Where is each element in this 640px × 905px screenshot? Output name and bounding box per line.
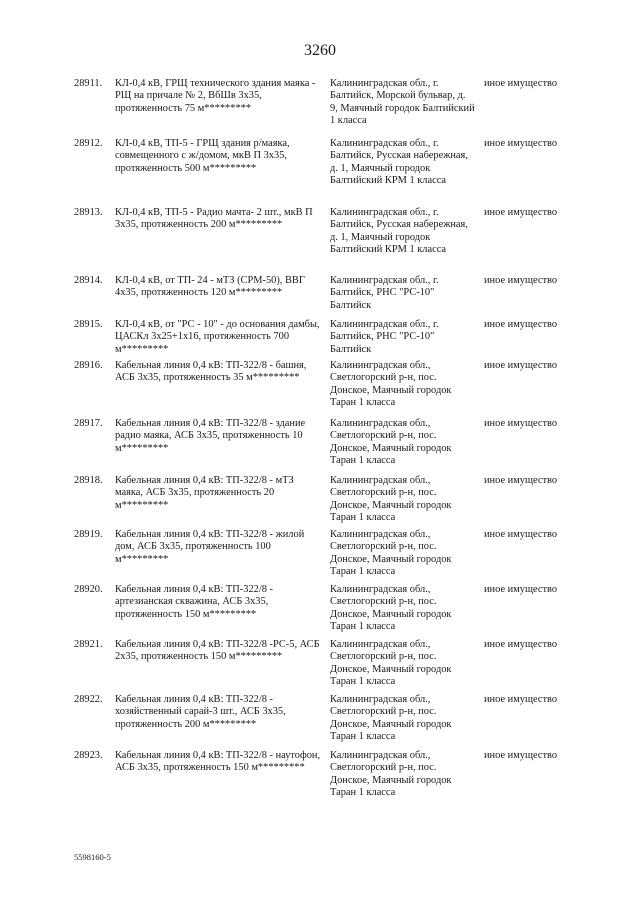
item-address: Калининградская обл., Светлогорский р-н, пос. Донское, Маячный городок Таран 1 класса (330, 529, 452, 577)
item-description: Кабельная линия 0,4 кВ: ТП-322/8 - мТЗ маяка, АСБ 3х35, протяженность 20 м********* (115, 475, 294, 511)
item-description: Кабельная линия 0,4 кВ: ТП-322/8 - хозяйственный сарай-3 шт., АСБ 3х35, протяженность 200 м********* (115, 694, 286, 730)
list-item (0, 360, 640, 418)
item-number: 28915. (74, 319, 103, 330)
item-address: Калининградская обл., г. Балтийск, Русская набережная, д. 1, Маячный городок Балтийский КРМ 1 класса (330, 138, 468, 186)
item-address: Калининградская обл., г. Балтийск, РНС "РС-10" Балтийск (330, 319, 439, 355)
item-description: Кабельная линия 0,4 кВ: ТП-322/8 - артезианская скважина, АСБ 3х35, протяженность 150 м********* (115, 584, 273, 620)
item-address: Калининградская обл., Светлогорский р-н, пос. Донское, Маячный городок Таран 1 класса (330, 584, 452, 632)
item-type: иное имущество (484, 207, 558, 218)
item-address: Калининградская обл., Светлогорский р-н, пос. Донское, Маячный городок Таран 1 класса (330, 418, 452, 466)
list-item (0, 275, 640, 319)
item-number: 28916. (74, 360, 103, 371)
item-description: КЛ-0,4 кВ, от "РС - 10" - до основания дамбы, ЦАСКл 3х25+1х16, протяженность 700 м********* (115, 319, 320, 355)
item-type: иное имущество (484, 360, 558, 371)
item-type: иное имущество (484, 138, 558, 149)
item-number: 28918. (74, 475, 103, 486)
list-item (0, 694, 640, 750)
page-number: 3260 (304, 42, 336, 59)
item-description: КЛ-0,4 кВ, ТП-5 - Радио мачта- 2 шт., мкВ П 3х35, протяженность 200 м********* (115, 207, 313, 231)
item-type: иное имущество (484, 750, 558, 761)
item-address: Калининградская обл., г. Балтийск, РНС "РС-10" Балтийск (330, 275, 439, 311)
item-type: иное имущество (484, 418, 558, 429)
item-number: 28921. (74, 639, 103, 650)
item-number: 28919. (74, 529, 103, 540)
item-number: 28914. (74, 275, 103, 286)
item-number: 28913. (74, 207, 103, 218)
item-type: иное имущество (484, 584, 558, 595)
item-number: 28912. (74, 138, 103, 149)
item-description: Кабельная линия 0,4 кВ: ТП-322/8 -РС-5, АСБ 2х35, протяженность 150 м********* (115, 639, 320, 663)
list-item (0, 78, 640, 138)
item-number: 28917. (74, 418, 103, 429)
item-type: иное имущество (484, 639, 558, 650)
item-type: иное имущество (484, 275, 558, 286)
item-description: Кабельная линия 0,4 кВ: ТП-322/8 - здание радио маяка, АСБ 3х35, протяженность 10 м********* (115, 418, 306, 454)
item-description: Кабельная линия 0,4 кВ: ТП-322/8 - башня, АСБ 3х35, протяженность 35 м********* (115, 360, 307, 384)
item-number: 28911. (74, 78, 103, 89)
property-list (0, 78, 640, 810)
item-type: иное имущество (484, 694, 558, 705)
item-address: Калининградская обл., Светлогорский р-н, пос. Донское, Маячный городок Таран 1 класса (330, 750, 452, 798)
item-type: иное имущество (484, 475, 558, 486)
list-item (0, 138, 640, 207)
item-address: Калининградская обл., г. Балтийск, Русская набережная, д. 1, Маячный городок Балтийский КРМ 1 класса (330, 207, 468, 255)
list-item (0, 750, 640, 810)
item-address: Калининградская обл., г. Балтийск, Морской бульвар, д. 9, Маячный городок Балтийский 1 класса (330, 78, 475, 126)
item-type: иное имущество (484, 529, 558, 540)
item-description: КЛ-0,4 кВ, ГРЩ технического здания маяка - РЩ на причале № 2, ВбШв 3х35, протяженность 75 м********* (115, 78, 316, 114)
list-item (0, 529, 640, 584)
item-description: Кабельная линия 0,4 кВ: ТП-322/8 - жилой дом, АСБ 3х35, протяженность 100 м********* (115, 529, 305, 565)
item-address: Калининградская обл., Светлогорский р-н, пос. Донское, Маячный городок Таран 1 класса (330, 694, 452, 742)
item-number: 28922. (74, 694, 103, 705)
item-number: 28920. (74, 584, 103, 595)
item-address: Калининградская обл., Светлогорский р-н, пос. Донское, Маячный городок Таран 1 класса (330, 475, 452, 523)
item-type: иное имущество (484, 78, 558, 89)
list-item (0, 319, 640, 360)
item-description: КЛ-0,4 кВ, от ТП- 24 - мТЗ (СРМ-50), ВВГ 4х35, протяженность 120 м********* (115, 275, 305, 299)
document-code: 5598160-5 (74, 852, 111, 862)
item-type: иное имущество (484, 319, 558, 330)
list-item (0, 584, 640, 639)
list-item (0, 475, 640, 529)
list-item (0, 418, 640, 475)
item-description: КЛ-0,4 кВ, ТП-5 - ГРЩ здания р/маяка, совмещенного с ж/домом, мкВ П 3х35, протяженность 500 м********* (115, 138, 290, 174)
item-address: Калининградская обл., Светлогорский р-н, пос. Донское, Маячный городок Таран 1 класса (330, 360, 452, 408)
item-number: 28923. (74, 750, 103, 761)
item-description: Кабельная линия 0,4 кВ: ТП-322/8 - наутофон, АСБ 3х35, протяженность 150 м********* (115, 750, 321, 774)
list-item (0, 207, 640, 275)
item-address: Калининградская обл., Светлогорский р-н, пос. Донское, Маячный городок Таран 1 класса (330, 639, 452, 687)
list-item (0, 639, 640, 694)
